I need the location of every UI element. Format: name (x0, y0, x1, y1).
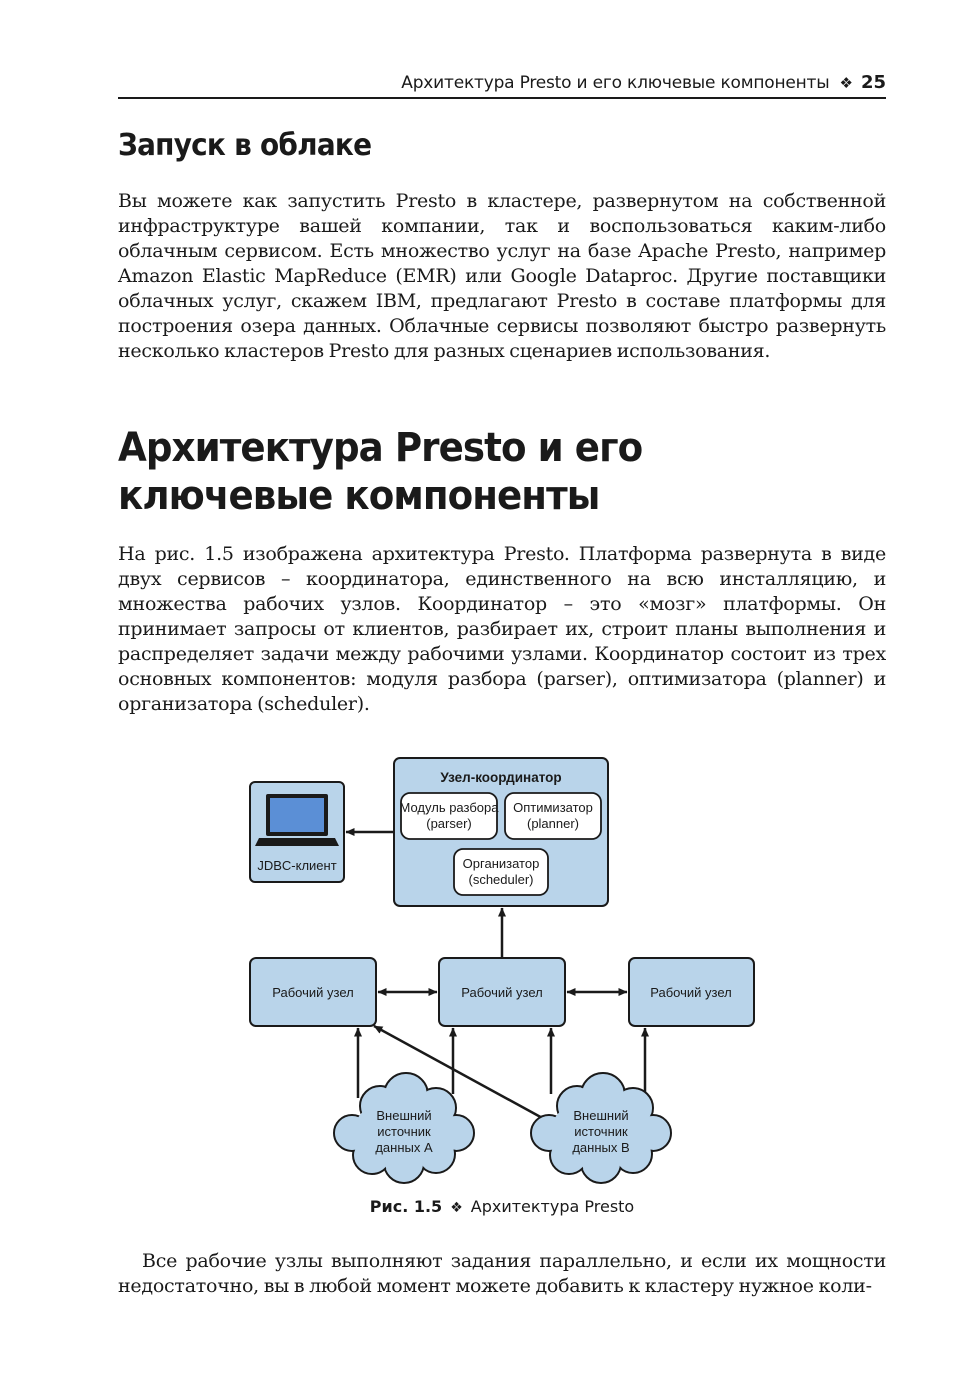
figure-presto-architecture (118, 750, 886, 1190)
worker-left-label: Рабочий узел (272, 985, 354, 1000)
parser-label: Модуль разбора (399, 800, 499, 815)
caption-label: Рис. 1.5 (369, 1197, 443, 1216)
planner-label-en: (planner) (526, 816, 580, 831)
header-rule (118, 97, 886, 99)
figure-caption (118, 1197, 886, 1216)
caption-diamond-icon: ❖ (450, 1200, 463, 1216)
paragraph-cloud: Вы можете как запустить Presto в кластере, развернутом на собственной инфраструктуре вашей компании, так и воспользоваться каким-либо облачным сервисом. Есть множество услуг на базе Apache Presto, например Amazon Elastic MapReduce (EMR) или Google Dataproc. Другие поставщики облачных услуг, скажем IBM, предлагают Presto в составе платформы для построения озера данных. Облачные сервисы позволяют быстро развернуть несколько кластеров Presto для разных сценариев использования. (118, 190, 886, 362)
running-header (118, 72, 886, 98)
paragraph-closing: Все рабочие узлы выполняют задания параллельно, и если их мощности недостаточно, вы в любой момент можете добавить к кластеру нужное коли- (118, 1250, 886, 1297)
source-a-label-1: Внешний (376, 1108, 432, 1123)
caption-text: Архитектура Presto (470, 1197, 635, 1216)
source-b-label-2: источник (574, 1124, 628, 1139)
jdbc-client-label: JDBC-клиент (257, 858, 337, 873)
diamond-ornament-icon: ❖ (839, 74, 853, 92)
parser-label-en: (parser) (426, 816, 472, 831)
scheduler-label-en: (scheduler) (468, 872, 534, 887)
source-b-label-3: данных В (572, 1140, 630, 1155)
section-heading-architecture: Архитектура Presto и его ключевые компоненты (118, 425, 643, 519)
laptop-icon (255, 794, 339, 846)
paragraph-architecture: На рис. 1.5 изображена архитектура Presto. Платформа развернута в виде двух сервисов – координатора, единственного на всю инсталляцию, и множества рабочих узлов. Координатор – это «мозг» платформы. Он принимает запросы от клиентов, разбирает их, строит планы выполнения и распределяет задачи между рабочими узлами. Координатор состоит из трех основных компонентов: модуля разбора (parser), оптимизатора (planner) и организатора (scheduler). (118, 543, 886, 715)
running-title: Архитектура Presto и его ключевые компоненты (401, 73, 830, 93)
coordinator-title: Узел-координатор (440, 770, 562, 785)
source-b-label-1: Внешний (573, 1108, 629, 1123)
planner-label: Оптимизатор (513, 800, 593, 815)
architecture-diagram (118, 750, 886, 1190)
page-number: 25 (860, 72, 886, 93)
source-a-label-3: данных А (375, 1140, 433, 1155)
worker-right-label: Рабочий узел (650, 985, 732, 1000)
scheduler-label: Организатор (462, 856, 540, 871)
worker-center-label: Рабочий узел (461, 985, 543, 1000)
source-a-label-2: источник (377, 1124, 431, 1139)
section-heading-cloud: Запуск в облаке (118, 128, 372, 163)
